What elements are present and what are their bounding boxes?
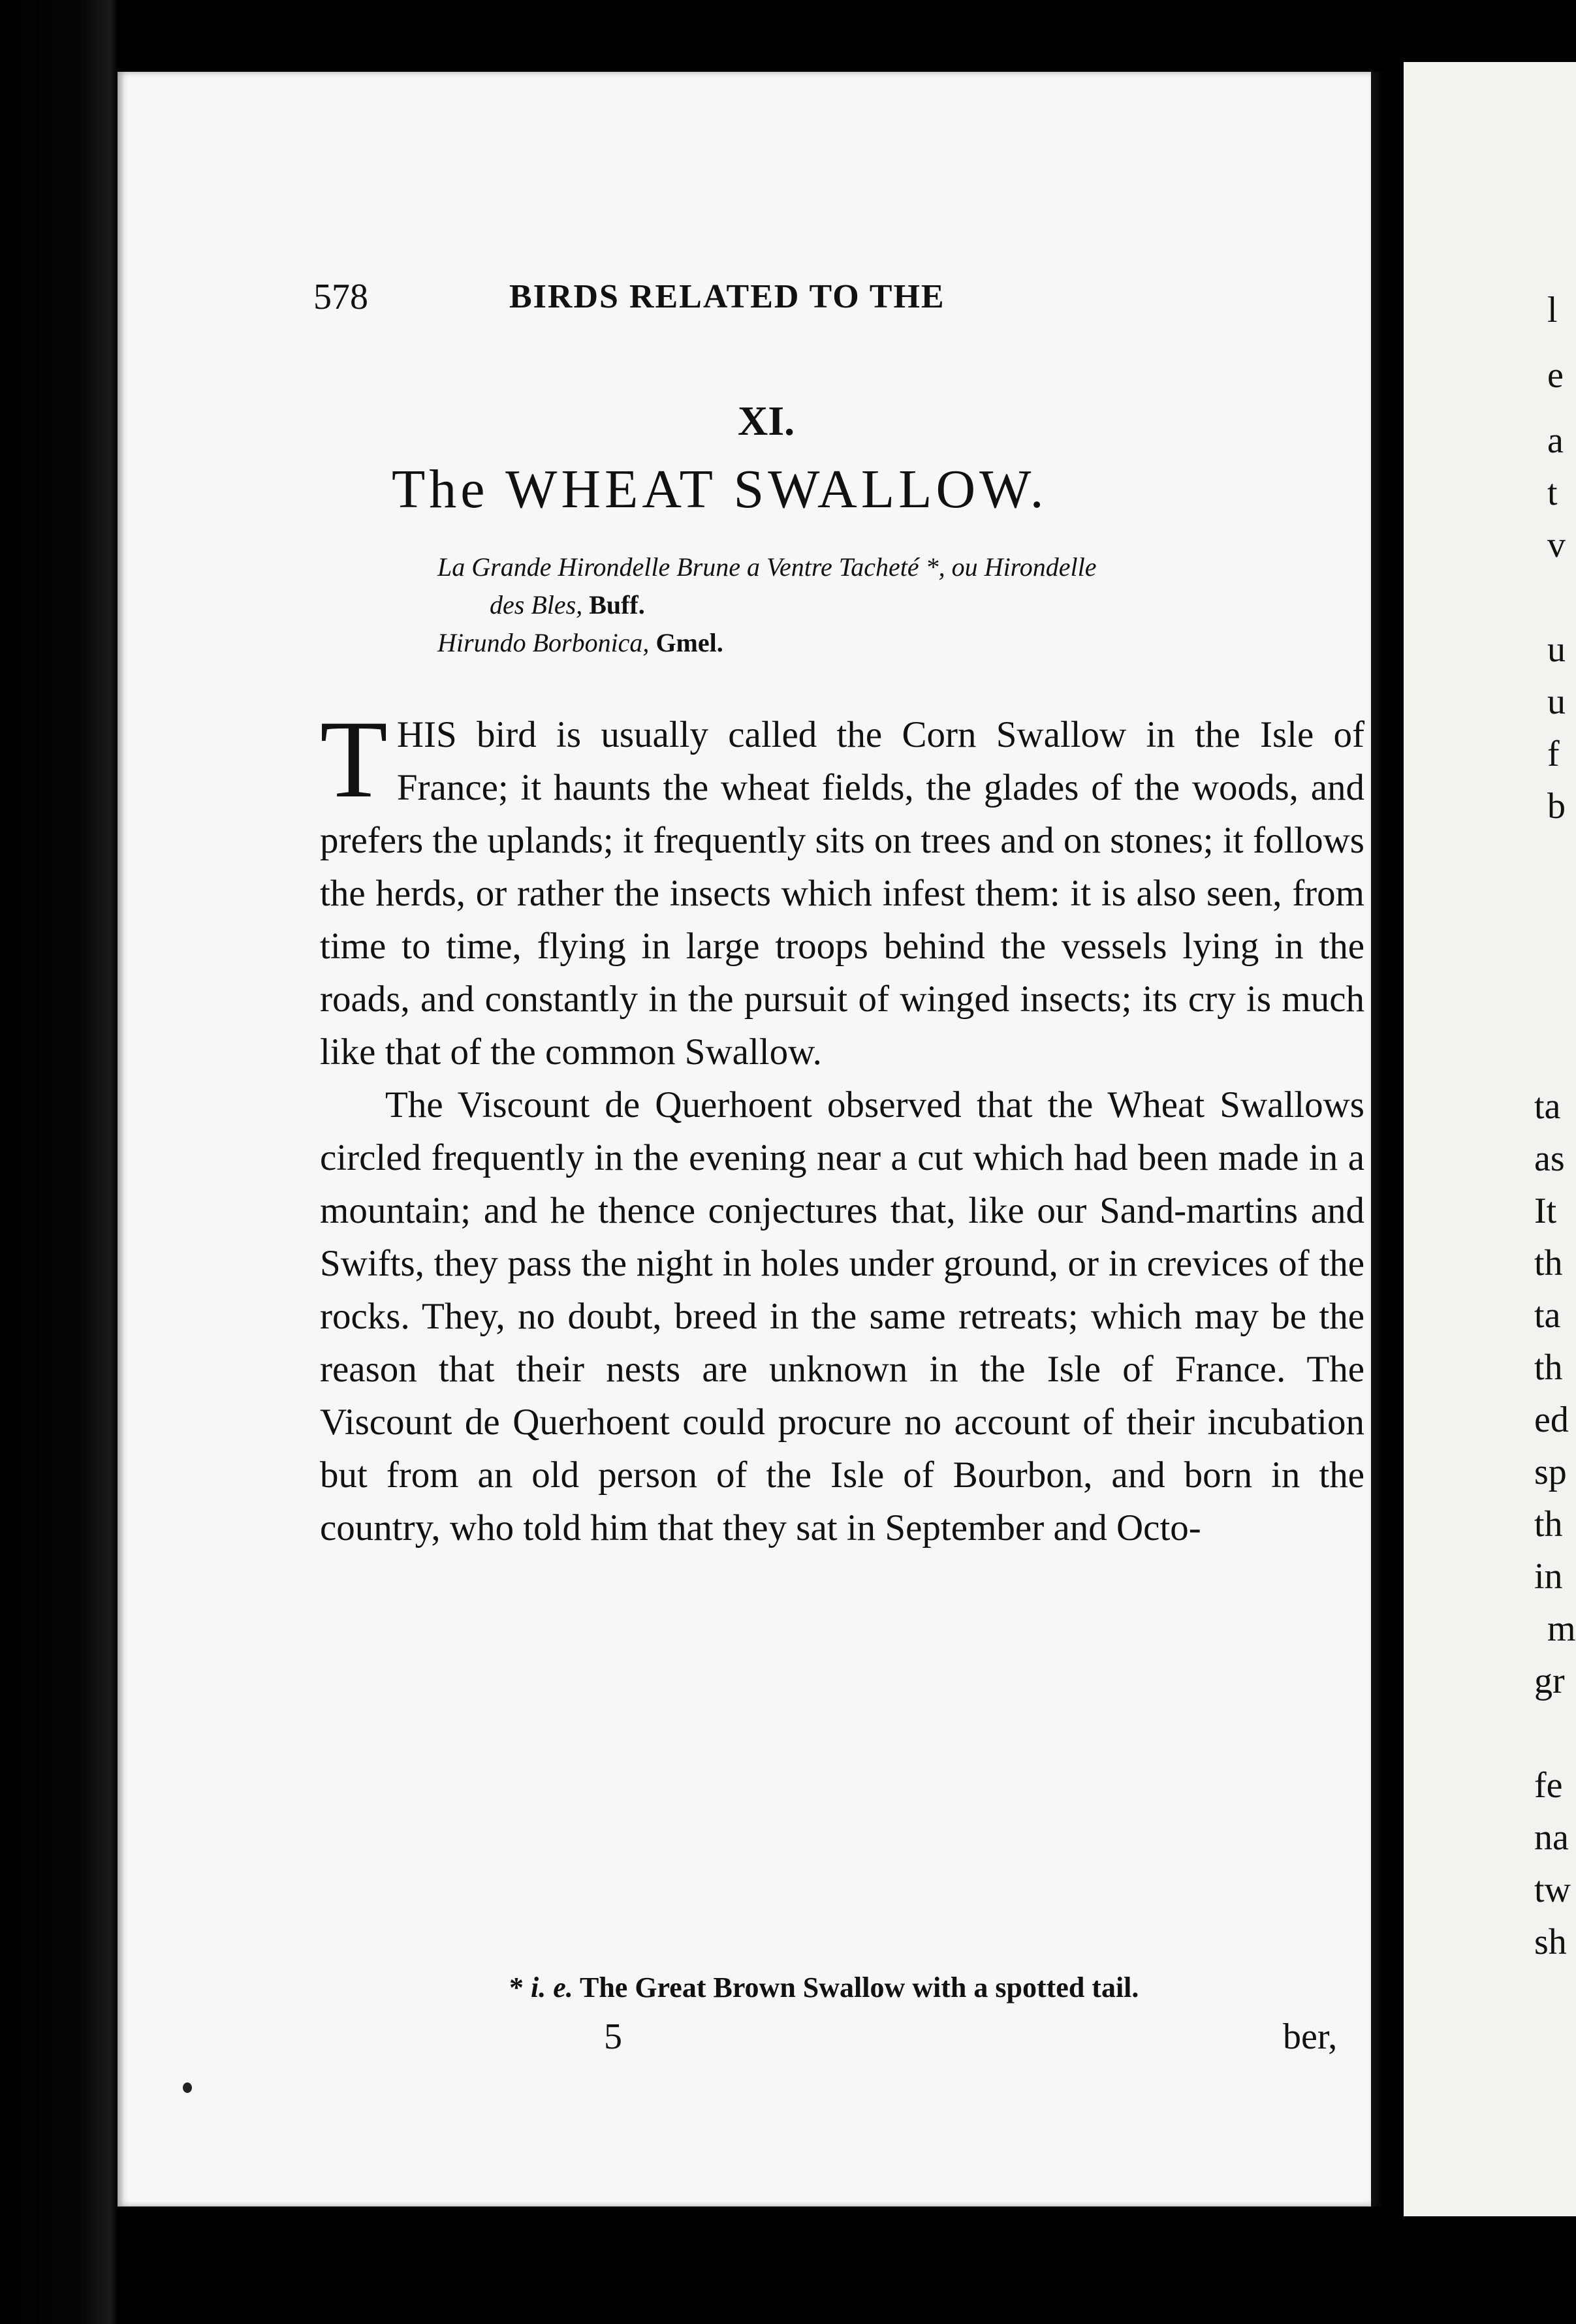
- facing-page-fragment: fe: [1534, 1765, 1563, 1806]
- book-page: [118, 72, 1371, 2206]
- facing-page-fragment: sh: [1534, 1922, 1567, 1962]
- facing-page-fragment: in: [1534, 1556, 1563, 1597]
- section-number: XI.: [738, 398, 795, 444]
- paragraph: [320, 1078, 1364, 1554]
- synonym-author: Gmel.: [655, 628, 723, 657]
- synonym-block: [437, 548, 1391, 662]
- facing-page-fragment: sp: [1534, 1452, 1567, 1492]
- synonym-line: [437, 548, 1391, 586]
- synonym-text: La Grande Hirondelle Brune a Ventre Tacheté *, ou Hirondelle: [437, 552, 1097, 582]
- facing-page-fragment: ta: [1534, 1295, 1561, 1336]
- paragraph: [320, 698, 1364, 1078]
- synonym-text: des Bles,: [490, 590, 583, 620]
- running-head: BIRDS RELATED TO THE: [509, 278, 945, 315]
- facing-page-fragment: ta: [1534, 1086, 1561, 1127]
- footnote-text: The Great Brown Swallow with a spotted tail.: [579, 1971, 1139, 2003]
- article-title: The WHEAT SWALLOW.: [392, 459, 1048, 520]
- footnote-marker: *: [509, 1971, 524, 2003]
- facing-page-fragment: a: [1547, 420, 1564, 461]
- synonym-line: [437, 624, 1391, 662]
- facing-page-fragment: e: [1547, 355, 1564, 396]
- page-header: [118, 271, 1371, 323]
- facing-page-fragment: u: [1547, 629, 1566, 670]
- facing-page-fragment: It: [1534, 1191, 1557, 1231]
- footnote-abbrev: i. e.: [531, 1971, 573, 2003]
- page-gutter: [1371, 72, 1404, 2206]
- paragraph-text: bird is usually called the Corn Swallow in the Isle of France; it haunts the wheat fields, the glades of the woods, and prefers the uplands; it frequently sits on trees and on stones; it follows the herds, or rather the insects which infest them: it is also seen, from time to time, flying in large troops behind the vessels lying in the roads, and constantly in the pursuit of winged insects; its cry is much like that of the common Swallow.: [320, 714, 1364, 1073]
- page-number: 578: [313, 277, 368, 317]
- facing-page-fragment: as: [1534, 1138, 1565, 1179]
- catchword: ber,: [1283, 2017, 1338, 2057]
- facing-page-fragment: tw: [1534, 1870, 1571, 1910]
- facing-page-fragment: f: [1547, 734, 1560, 774]
- facing-page-fragment: v: [1547, 525, 1566, 565]
- paragraph-text: The Viscount de Querhoent observed that the Wheat Swallows circled frequently in the evening near a cut which had been made in a mountain; and he thence conjectures that, like our Sand-martins and Swifts, they pass the night in holes under ground, or in crevices of the rocks. They, no doubt, breed in the same retreats; which may be the reason that their nests are unknown in the Isle of France. The Viscount de Querhoent could procure no account of their incubation but from an old person of the Isle of Bourbon, and born in the country, who told him that they sat in September and Octo-: [320, 1084, 1364, 1548]
- facing-page-fragment: ed: [1534, 1400, 1569, 1440]
- facing-page-fragment: th: [1534, 1504, 1563, 1545]
- drop-cap: T: [320, 698, 388, 821]
- book-spine-shadow: [0, 0, 118, 2324]
- facing-page-fragment: th: [1534, 1347, 1563, 1388]
- facing-page-edge: [1404, 62, 1576, 2216]
- synonym-text: Hirundo Borbonica,: [437, 628, 650, 657]
- small-caps-lead: HIS: [396, 714, 457, 755]
- signature-mark: 5: [604, 2017, 622, 2057]
- facing-page-fragment: th: [1534, 1243, 1563, 1283]
- synonym-author: Buff.: [589, 590, 645, 620]
- body-text: [320, 698, 1364, 1554]
- facing-page-fragment: gr: [1534, 1661, 1565, 1701]
- facing-page-fragment: l: [1547, 290, 1558, 330]
- facing-page-fragment: u: [1547, 682, 1566, 722]
- facing-page-fragment: na: [1534, 1817, 1569, 1858]
- facing-page-fragment: t: [1547, 473, 1558, 513]
- footnote: [509, 1968, 1358, 2007]
- facing-page-fragment: m: [1547, 1609, 1576, 1649]
- synonym-line: [437, 586, 1391, 624]
- ink-speck: [183, 2082, 192, 2093]
- facing-page-fragment: b: [1547, 786, 1566, 826]
